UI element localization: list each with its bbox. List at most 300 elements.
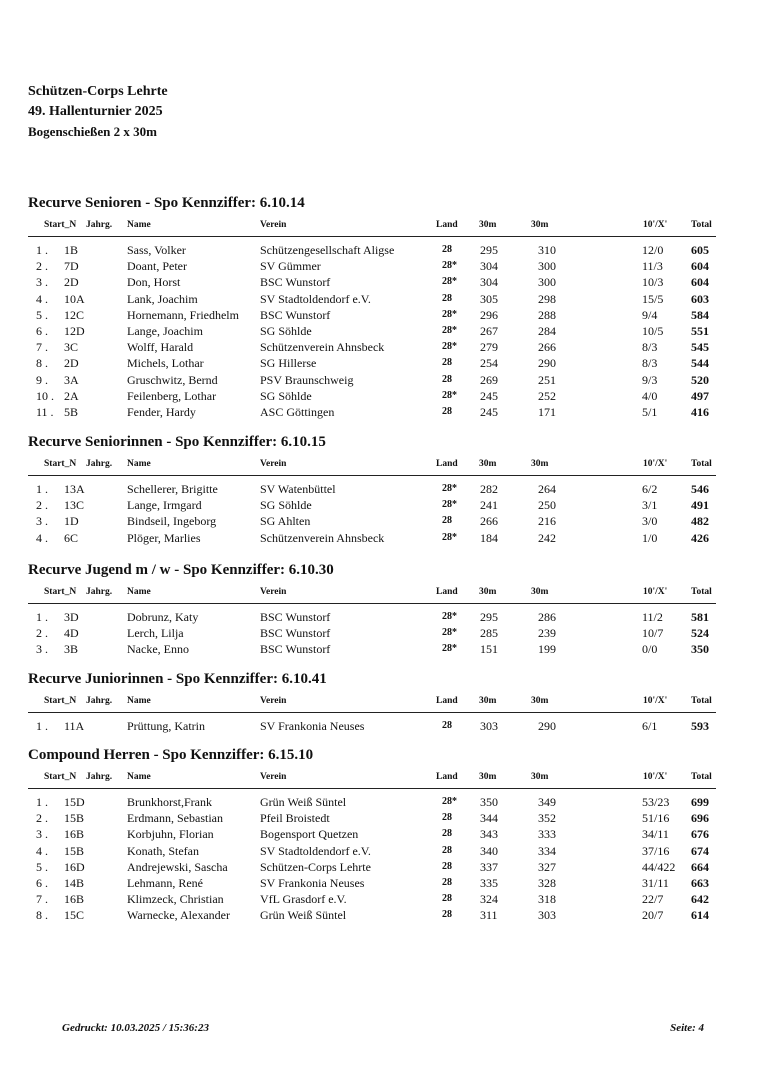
round2-score-cell: 327 [538,859,556,874]
column-header-total: Total [691,772,712,782]
round1-score-cell: 269 [480,372,498,387]
archer-name-cell: Gruschwitz, Bernd [127,372,218,387]
club-cell: BSC Wunstorf [260,307,331,322]
start-number-cell: 16B [64,827,85,842]
rank-cell: 4 . [36,291,48,306]
table-row [28,907,716,923]
archer-name-cell: Fender, Hardy [127,404,196,419]
column-header-start: Start_N [44,696,77,706]
round1-score-cell: 337 [480,859,498,874]
total-score-cell: 663 [691,875,709,890]
round2-score-cell: 171 [538,404,556,419]
results-section [28,745,716,924]
tens-x-cell: 9/3 [642,372,658,387]
round2-score-cell: 333 [538,827,556,842]
start-number-cell: 7D [64,259,79,274]
rank-cell: 7 . [36,340,48,355]
round2-score-cell: 328 [538,875,556,890]
round1-score-cell: 295 [480,610,498,624]
round2-score-cell: 250 [538,498,556,513]
rank-cell: 9 . [36,372,48,387]
column-header-verein: Verein [260,220,287,230]
tens-x-cell: 44/422 [642,859,676,874]
start-number-cell: 4D [64,626,79,641]
rank-cell: 1 . [36,719,48,733]
tens-x-cell: 6/1 [642,719,658,733]
tens-x-cell: 6/2 [642,482,658,496]
column-header-row [28,770,716,786]
round1-score-cell: 282 [480,482,498,496]
column-header-tens-x: 10'/X' [643,459,668,469]
table-row [28,794,716,810]
table-row [28,859,716,875]
results-section [28,669,716,734]
column-header-round2: 30m [531,772,549,782]
table-row [28,497,716,513]
land-cell: 28 [442,844,452,856]
column-header-jahrg: Jahrg. [86,772,113,782]
club-cell: ASC Göttingen [260,404,335,419]
archer-name-cell: Lange, Joachim [127,323,203,338]
tens-x-cell: 10/5 [642,323,664,338]
total-score-cell: 497 [691,388,709,403]
archer-name-cell: Hornemann, Friedhelm [127,307,239,322]
header-divider [28,603,716,604]
total-score-cell: 545 [691,340,709,355]
column-header-start: Start_N [44,772,77,782]
results-section [28,432,716,546]
land-cell: 28 [442,373,452,385]
tens-x-cell: 8/3 [642,340,658,355]
club-cell: SV Frankonia Neuses [260,875,365,890]
tens-x-cell: 0/0 [642,642,658,657]
column-header-jahrg: Jahrg. [86,587,113,597]
rank-cell: 1 . [36,795,48,809]
start-number-cell: 5B [64,404,79,419]
column-header-total: Total [691,587,712,597]
column-header-tens-x: 10'/X' [643,696,668,706]
land-cell: 28 [442,909,452,921]
start-number-cell: 14B [64,875,85,890]
column-header-name: Name [127,772,151,782]
tens-x-cell: 3/0 [642,514,658,529]
total-score-cell: 544 [691,356,709,371]
table-row [28,810,716,826]
tens-x-cell: 12/0 [642,243,664,257]
rank-cell: 3 . [36,275,48,290]
land-cell: 28* [442,260,457,272]
column-header-round1: 30m [479,220,497,230]
column-header-jahrg: Jahrg. [86,696,113,706]
table-row [28,323,716,339]
start-number-cell: 16B [64,892,85,907]
archer-name-cell: Brunkhorst,Frank [127,795,212,809]
round2-score-cell: 334 [538,843,556,858]
column-header-round2: 30m [531,459,549,469]
land-cell: 28* [442,531,457,543]
column-header-verein: Verein [260,459,287,469]
round1-score-cell: 184 [480,530,498,545]
archer-name-cell: Lank, Joachim [127,291,198,306]
document-header [28,82,168,142]
land-cell: 28 [442,828,452,840]
table-row [28,355,716,371]
column-header-round2: 30m [531,587,549,597]
table-row [28,291,716,307]
archer-name-cell: Michels, Lothar [127,356,204,371]
table-row [28,258,716,274]
club-cell: Grün Weiß Süntel [260,795,347,809]
total-score-cell: 604 [691,259,709,274]
column-header-start: Start_N [44,587,77,597]
section-title: Recurve Seniorinnen - Spo Kennziffer: 6.10.15 [28,434,326,450]
section-title: Recurve Jugend m / w - Spo Kennziffer: 6.10.30 [28,562,334,578]
rank-cell: 6 . [36,323,48,338]
rank-cell: 2 . [36,626,48,641]
round2-score-cell: 288 [538,307,556,322]
rank-cell: 4 . [36,530,48,545]
archer-name-cell: Schellerer, Brigitte [127,482,218,496]
tournament-title: 49. Hallenturnier 2025 [28,104,163,119]
table-row [28,242,716,258]
rank-cell: 2 . [36,259,48,274]
start-number-cell: 3D [64,610,79,624]
column-header-row [28,457,716,473]
rank-cell: 8 . [36,356,48,371]
start-number-cell: 10A [64,291,85,306]
archer-name-cell: Doant, Peter [127,259,187,274]
round2-score-cell: 318 [538,892,556,907]
column-header-round2: 30m [531,696,549,706]
total-score-cell: 551 [691,323,709,338]
round2-score-cell: 352 [538,811,556,826]
start-number-cell: 1B [64,243,79,257]
header-divider [28,712,716,713]
archer-name-cell: Warnecke, Alexander [127,908,230,923]
column-header-name: Name [127,459,151,469]
column-header-start: Start_N [44,459,77,469]
archer-name-cell: Plöger, Marlies [127,530,201,545]
round2-score-cell: 266 [538,340,556,355]
column-header-round1: 30m [479,772,497,782]
land-cell: 28 [442,860,452,872]
table-row [28,641,716,657]
table-row [28,530,716,546]
total-score-cell: 416 [691,404,709,419]
start-number-cell: 2D [64,275,79,290]
results-table-body [28,794,716,924]
tens-x-cell: 51/16 [642,811,670,826]
start-number-cell: 12C [64,307,85,322]
tens-x-cell: 37/16 [642,843,670,858]
round2-score-cell: 252 [538,388,556,403]
column-header-row [28,694,716,710]
land-cell: 28* [442,483,457,494]
round2-score-cell: 239 [538,626,556,641]
results-table-body [28,242,716,420]
archer-name-cell: Nacke, Enno [127,642,189,657]
total-score-cell: 642 [691,892,709,907]
section-title: Recurve Juniorinnen - Spo Kennziffer: 6.10.41 [28,671,327,687]
club-cell: SG Söhlde [260,323,312,338]
club-cell: SV Stadtoldendorf e.V. [260,843,371,858]
rank-cell: 1 . [36,243,48,257]
tens-x-cell: 34/11 [642,827,669,842]
club-cell: Bogensport Quetzen [260,827,359,842]
start-number-cell: 16D [64,859,85,874]
club-cell: Schützenverein Ahnsbeck [260,340,385,355]
club-cell: PSV Braunschweig [260,372,354,387]
results-table-body [28,481,716,546]
table-row [28,625,716,641]
round2-score-cell: 284 [538,323,556,338]
land-cell: 28 [442,876,452,888]
round2-score-cell: 251 [538,372,556,387]
round1-score-cell: 343 [480,827,498,842]
club-cell: BSC Wunstorf [260,642,331,657]
table-row [28,891,716,907]
club-cell: VfL Grasdorf e.V. [260,892,347,907]
land-cell: 28* [442,341,457,353]
column-header-verein: Verein [260,772,287,782]
round1-score-cell: 267 [480,323,498,338]
round1-score-cell: 311 [480,908,498,923]
archer-name-cell: Don, Horst [127,275,181,290]
tens-x-cell: 8/3 [642,356,658,371]
total-score-cell: 605 [691,243,709,257]
total-score-cell: 674 [691,843,709,858]
round2-score-cell: 300 [538,275,556,290]
archer-name-cell: Wolff, Harald [127,340,194,355]
round2-score-cell: 264 [538,482,556,496]
tens-x-cell: 15/5 [642,291,664,306]
rank-cell: 4 . [36,843,48,858]
land-cell: 28 [442,720,452,731]
results-table-body [28,609,716,658]
round2-score-cell: 303 [538,908,556,923]
club-cell: SV Gümmer [260,259,321,274]
rank-cell: 7 . [36,892,48,907]
rank-cell: 11 . [36,404,54,419]
land-cell: 28* [442,276,457,288]
results-table-body [28,718,716,734]
archer-name-cell: Andrejewski, Sascha [127,859,228,874]
column-header-tens-x: 10'/X' [643,220,668,230]
land-cell: 28* [442,389,457,401]
tens-x-cell: 10/3 [642,275,664,290]
table-row [28,843,716,859]
tens-x-cell: 4/0 [642,388,658,403]
round1-score-cell: 305 [480,291,498,306]
total-score-cell: 664 [691,859,709,874]
round1-score-cell: 304 [480,259,498,274]
round1-score-cell: 245 [480,388,498,403]
land-cell: 28 [442,357,452,369]
archer-name-cell: Lehmann, René [127,875,203,890]
column-header-jahrg: Jahrg. [86,459,113,469]
club-cell: Schützengesellschaft Aligse [260,243,395,257]
column-header-tens-x: 10'/X' [643,587,668,597]
column-header-name: Name [127,220,151,230]
land-cell: 28* [442,499,457,511]
rank-cell: 2 . [36,811,48,826]
land-cell: 28 [442,405,452,417]
round2-score-cell: 290 [538,356,556,371]
column-header-row [28,218,716,234]
round2-score-cell: 298 [538,291,556,306]
rank-cell: 5 . [36,859,48,874]
column-header-total: Total [691,459,712,469]
page-number: Seite: 4 [670,1022,704,1034]
header-divider [28,788,716,789]
start-number-cell: 15B [64,843,85,858]
print-timestamp: Gedruckt: 10.03.2025 / 15:36:23 [62,1022,209,1034]
club-cell: Pfeil Broistedt [260,811,330,826]
round1-score-cell: 254 [480,356,498,371]
round1-score-cell: 241 [480,498,498,513]
column-header-jahrg: Jahrg. [86,220,113,230]
total-score-cell: 426 [691,530,709,545]
column-header-land: Land [436,459,458,469]
start-number-cell: 13A [64,482,85,496]
column-header-land: Land [436,772,458,782]
column-header-tens-x: 10'/X' [643,772,668,782]
start-number-cell: 3C [64,340,79,355]
total-score-cell: 482 [691,514,709,529]
round1-score-cell: 295 [480,243,498,257]
tens-x-cell: 20/7 [642,908,664,923]
column-header-round1: 30m [479,459,497,469]
start-number-cell: 15B [64,811,85,826]
club-cell: SG Ahlten [260,514,311,529]
round1-score-cell: 344 [480,811,498,826]
total-score-cell: 699 [691,795,709,809]
round1-score-cell: 245 [480,404,498,419]
rank-cell: 5 . [36,307,48,322]
header-divider [28,475,716,476]
archer-name-cell: Feilenberg, Lothar [127,388,217,403]
rank-cell: 3 . [36,827,48,842]
table-row [28,307,716,323]
club-cell: SG Söhlde [260,388,312,403]
round1-score-cell: 335 [480,875,498,890]
table-row [28,513,716,529]
start-number-cell: 3A [64,372,79,387]
column-header-round1: 30m [479,587,497,597]
land-cell: 28* [442,796,457,807]
round1-score-cell: 151 [480,642,498,657]
table-row [28,826,716,842]
club-cell: SV Frankonia Neuses [260,719,365,733]
tens-x-cell: 11/3 [642,259,663,274]
archer-name-cell: Korbjuhn, Florian [127,827,214,842]
total-score-cell: 604 [691,275,709,290]
column-header-total: Total [691,696,712,706]
column-header-land: Land [436,696,458,706]
round2-score-cell: 286 [538,610,556,624]
archer-name-cell: Bindseil, Ingeborg [127,514,217,529]
land-cell: 28* [442,324,457,336]
section-title: Compound Herren - Spo Kennziffer: 6.15.10 [28,747,314,763]
rank-cell: 1 . [36,610,48,624]
archer-name-cell: Erdmann, Sebastian [127,811,223,826]
archer-name-cell: Dobrunz, Katy [127,610,199,624]
column-header-round1: 30m [479,696,497,706]
club-cell: BSC Wunstorf [260,626,331,641]
club-cell: Grün Weiß Süntel [260,908,347,923]
table-row [28,404,716,420]
club-cell: BSC Wunstorf [260,275,331,290]
column-header-land: Land [436,587,458,597]
total-score-cell: 546 [691,482,709,496]
club-cell: BSC Wunstorf [260,610,331,624]
table-row [28,481,716,497]
archer-name-cell: Lerch, Lilja [127,626,184,641]
start-number-cell: 11A [64,719,85,733]
start-number-cell: 15D [64,795,85,809]
round1-score-cell: 324 [480,892,498,907]
club-cell: Schützenverein Ahnsbeck [260,530,385,545]
rank-cell: 3 . [36,514,48,529]
round1-score-cell: 303 [480,719,498,733]
round1-score-cell: 279 [480,340,498,355]
tens-x-cell: 10/7 [642,626,664,641]
archer-name-cell: Prüttung, Katrin [127,719,205,733]
round2-score-cell: 290 [538,719,556,733]
land-cell: 28* [442,308,457,320]
land-cell: 28 [442,893,452,905]
start-number-cell: 15C [64,908,85,923]
column-header-name: Name [127,696,151,706]
table-row [28,274,716,290]
table-row [28,339,716,355]
round2-score-cell: 300 [538,259,556,274]
total-score-cell: 520 [691,372,709,387]
round2-score-cell: 199 [538,642,556,657]
land-cell: 28 [442,515,452,527]
column-header-row [28,585,716,601]
round1-score-cell: 296 [480,307,498,322]
tens-x-cell: 11/2 [642,610,663,624]
round1-score-cell: 304 [480,275,498,290]
land-cell: 28 [442,244,452,255]
total-score-cell: 593 [691,719,709,733]
total-score-cell: 491 [691,498,709,513]
club-cell: SV Watenbüttel [260,482,336,496]
club-cell: SG Hillerse [260,356,317,371]
header-divider [28,236,716,237]
rank-cell: 8 . [36,908,48,923]
round1-score-cell: 350 [480,795,498,809]
rank-cell: 10 . [36,388,54,403]
tens-x-cell: 22/7 [642,892,664,907]
club-cell: SV Stadtoldendorf e.V. [260,291,371,306]
round2-score-cell: 349 [538,795,556,809]
round1-score-cell: 340 [480,843,498,858]
round2-score-cell: 242 [538,530,556,545]
round2-score-cell: 310 [538,243,556,257]
rank-cell: 3 . [36,642,48,657]
column-header-verein: Verein [260,696,287,706]
total-score-cell: 696 [691,811,709,826]
total-score-cell: 676 [691,827,709,842]
column-header-round2: 30m [531,220,549,230]
column-header-start: Start_N [44,220,77,230]
start-number-cell: 13C [64,498,85,513]
club-cell: SG Söhlde [260,498,312,513]
column-header-name: Name [127,587,151,597]
tens-x-cell: 9/4 [642,307,658,322]
